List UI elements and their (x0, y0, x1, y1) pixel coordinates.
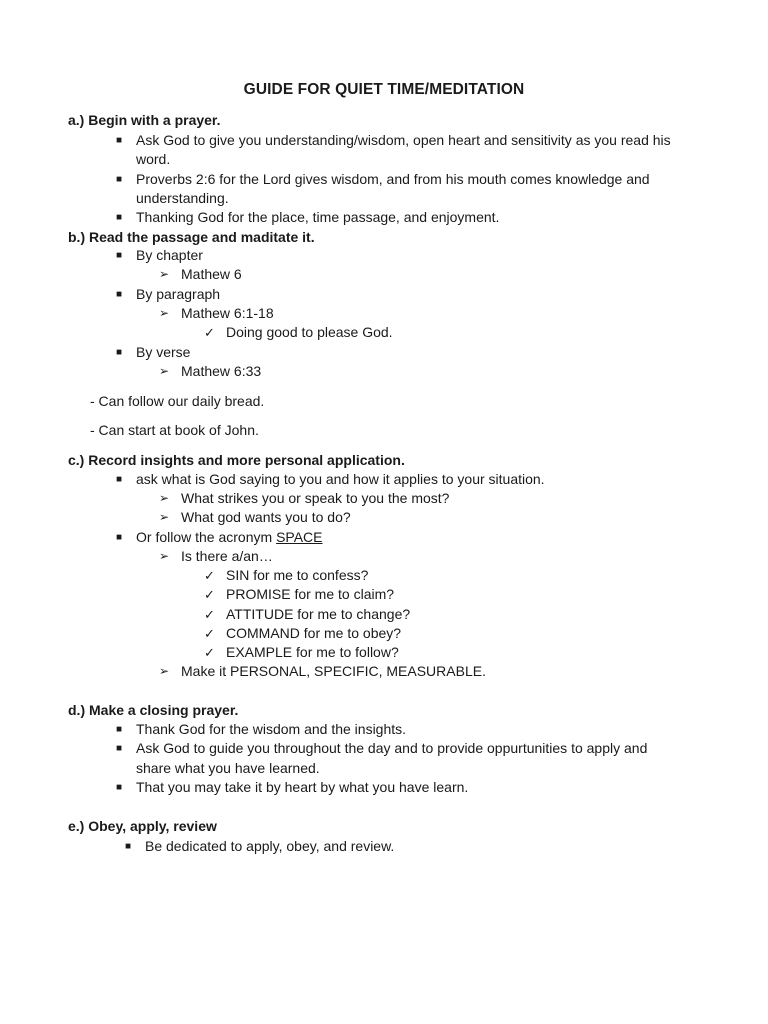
section-d-heading: d.) Make a closing prayer. (68, 702, 239, 718)
acronym-text: SPACE (276, 529, 323, 545)
checkmark-icon: ✓ (204, 568, 215, 583)
section-a-heading: a.) Begin with a prayer. (68, 112, 221, 128)
bullet-icon: ■ (116, 174, 123, 185)
section-b-heading: b.) Read the passage and maditate it. (68, 229, 315, 245)
list-item (159, 489, 450, 508)
note-line: - Can follow our daily bread. (90, 393, 265, 409)
list-item (159, 265, 242, 284)
list-item-text: Mathew 6:33 (181, 363, 262, 379)
arrow-icon: ➢ (159, 491, 170, 505)
list-item-text: Thank God for the wisdom and the insights. (136, 721, 407, 737)
list-item-text: PROMISE for me to claim? (226, 586, 395, 602)
arrow-icon: ➢ (159, 364, 170, 378)
arrow-icon: ➢ (159, 306, 170, 320)
list-item (116, 720, 407, 739)
document-title: GUIDE FOR QUIET TIME/MEDITATION (243, 81, 525, 98)
list-item-text: Or follow the acronym (136, 529, 277, 545)
list-item (204, 323, 393, 342)
list-item (116, 343, 191, 362)
list-item-text: By verse (136, 344, 191, 360)
list-item (116, 528, 323, 547)
list-item (116, 170, 650, 189)
checkmark-icon: ✓ (204, 645, 215, 660)
list-item-text: Ask God to guide you throughout the day and to provide oppurtunities to apply and (136, 740, 648, 756)
list-item (116, 739, 648, 758)
list-item (116, 285, 221, 304)
list-item-text: COMMAND for me to obey? (226, 625, 402, 641)
list-item-text: share what you have learned. (136, 760, 320, 776)
list-item (116, 470, 545, 489)
checkmark-icon: ✓ (204, 587, 215, 602)
checkmark-icon: ✓ (204, 607, 215, 622)
list-item-continuation (136, 150, 170, 169)
list-item (204, 643, 399, 662)
list-item (159, 508, 351, 527)
note-line: - Can start at book of John. (90, 422, 259, 438)
list-item (116, 208, 500, 227)
arrow-icon: ➢ (159, 267, 170, 281)
list-item (116, 778, 469, 797)
list-item (159, 304, 274, 323)
bullet-icon: ■ (116, 347, 123, 358)
arrow-icon: ➢ (159, 510, 170, 524)
list-item-text: word. (136, 151, 171, 167)
list-item-text: understanding. (136, 190, 229, 206)
list-item-text: Proverbs 2:6 for the Lord gives wisdom, and from his mouth comes knowledge and (136, 171, 650, 187)
list-item (159, 362, 262, 381)
list-item (204, 566, 369, 585)
list-item-text: Mathew 6:1-18 (181, 305, 274, 321)
list-item (159, 662, 486, 681)
list-item (204, 605, 411, 624)
list-item-text: By paragraph (136, 286, 221, 302)
list-item-text: That you may take it by heart by what you have learn. (136, 779, 469, 795)
list-item (204, 624, 402, 643)
list-item-text: ATTITUDE for me to change? (226, 606, 411, 622)
list-item (116, 131, 671, 150)
list-item-text: Ask God to give you understanding/wisdom, open heart and sensitivity as you read his (136, 132, 671, 148)
list-item (159, 547, 273, 566)
section-c-heading: c.) Record insights and more personal application. (68, 452, 405, 468)
list-item-text: By chapter (136, 247, 203, 263)
list-item (125, 837, 395, 856)
bullet-icon: ■ (116, 250, 123, 261)
bullet-icon: ■ (116, 782, 123, 793)
list-item-text: Thanking God for the place, time passage, and enjoyment. (136, 209, 500, 225)
list-item-text: SIN for me to confess? (226, 567, 369, 583)
list-item (116, 246, 203, 265)
bullet-icon: ■ (116, 212, 123, 223)
list-item-continuation (136, 759, 320, 778)
bullet-icon: ■ (116, 474, 123, 485)
bullet-icon: ■ (116, 532, 123, 543)
list-item-text: What strikes you or speak to you the most? (181, 490, 450, 506)
checkmark-icon: ✓ (204, 626, 215, 641)
list-item-text: EXAMPLE for me to follow? (226, 644, 399, 660)
list-item-text: What god wants you to do? (181, 509, 351, 525)
list-item-text: Doing good to please God. (226, 324, 393, 340)
bullet-icon: ■ (125, 841, 132, 852)
bullet-icon: ■ (116, 135, 123, 146)
checkmark-icon: ✓ (204, 325, 215, 340)
list-item (204, 585, 395, 604)
list-item-text: Make it PERSONAL, SPECIFIC, MEASURABLE. (181, 663, 486, 679)
arrow-icon: ➢ (159, 549, 170, 563)
list-item-text: Mathew 6 (181, 266, 242, 282)
bullet-icon: ■ (116, 743, 123, 754)
arrow-icon: ➢ (159, 664, 170, 678)
bullet-icon: ■ (116, 724, 123, 735)
section-e-heading: e.) Obey, apply, review (68, 818, 217, 834)
list-item-continuation (136, 189, 229, 208)
list-item-text: Is there a/an… (181, 548, 273, 564)
list-item-text: Be dedicated to apply, obey, and review. (145, 838, 395, 854)
bullet-icon: ■ (116, 289, 123, 300)
list-item-text: ask what is God saying to you and how it applies to your situation. (136, 471, 545, 487)
